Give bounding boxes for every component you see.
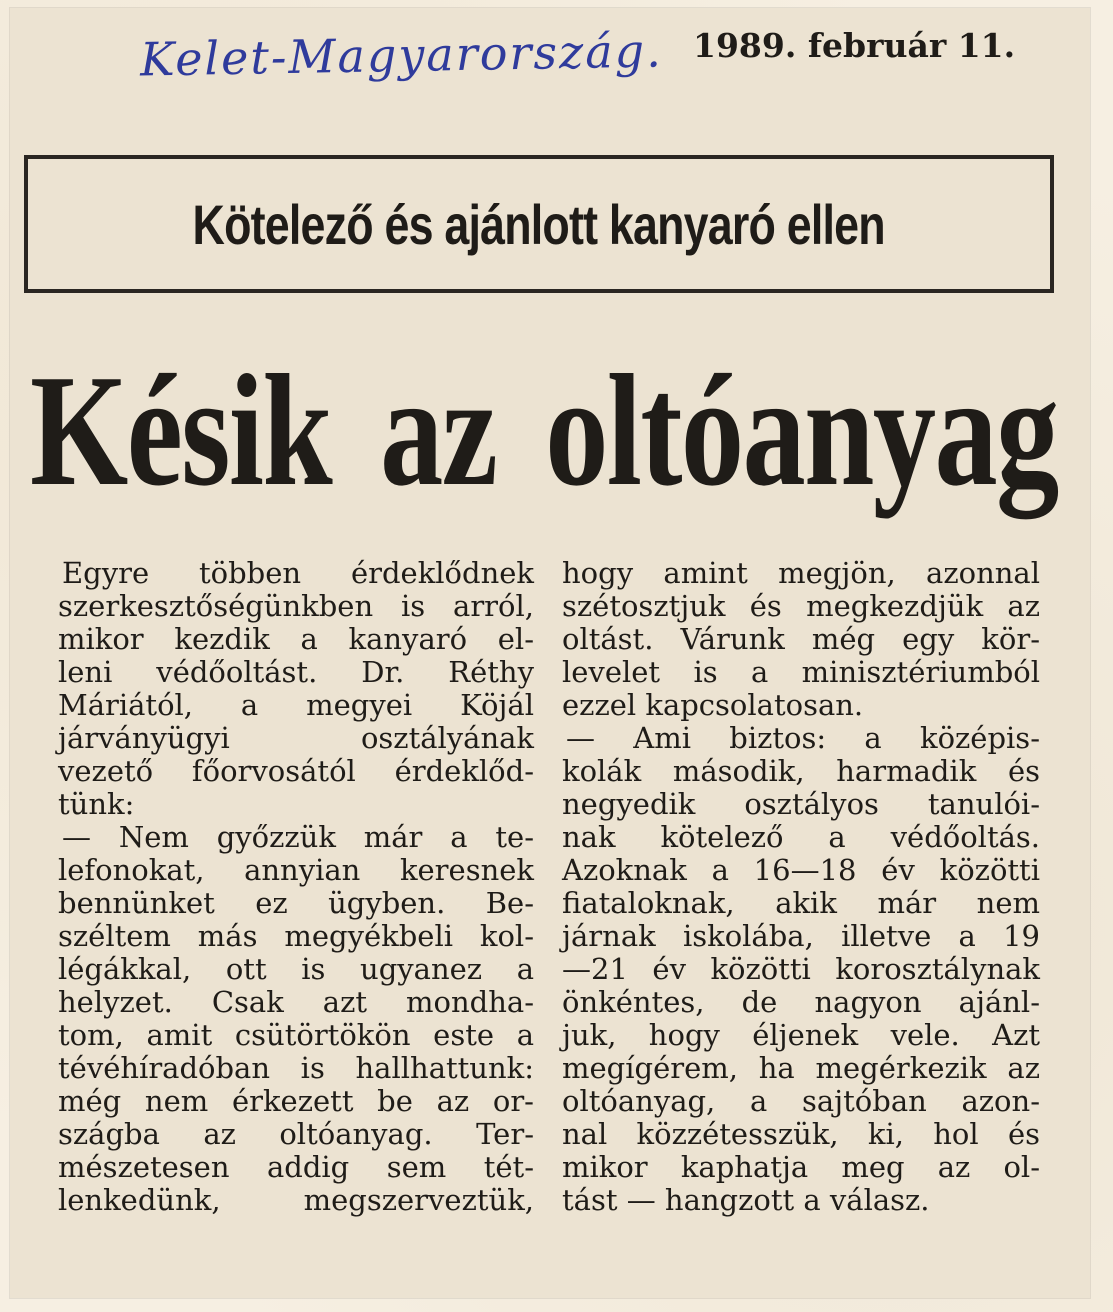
text-line: hogy amint megjön, azonnal bbox=[562, 556, 1040, 590]
text-line: vezető főorvosától érdeklőd- bbox=[58, 754, 534, 788]
text-line: — Nem győzzük már a te- bbox=[62, 820, 534, 854]
text-line: szágba az oltóanyag. Ter- bbox=[58, 1117, 534, 1151]
handwritten-source-note: Kelet-Magyarország. bbox=[139, 23, 664, 87]
text-line: nak kötelező a védőoltás. bbox=[562, 820, 1040, 854]
text-line: tást — hangzott a válasz. bbox=[562, 1183, 930, 1217]
text-line: mikor kezdik a kanyaró el- bbox=[58, 622, 534, 656]
text-line: lefonokat, annyian keresnek bbox=[58, 853, 534, 887]
text-line: járványügyi osztályának bbox=[58, 721, 534, 755]
text-line: mikor kaphatja meg az ol- bbox=[562, 1150, 1040, 1184]
text-line: széltem más megyékbeli kol- bbox=[58, 919, 534, 953]
text-line: bennünket ez ügyben. Be- bbox=[58, 886, 534, 920]
right-column bbox=[562, 557, 1040, 1217]
text-line: légákkal, ott is ugyanez a bbox=[58, 952, 534, 986]
text-line: szerkesztőségünkben is arról, bbox=[58, 589, 534, 623]
text-line: szétosztjuk és megkezdjük az bbox=[562, 589, 1040, 623]
kicker-title: Kötelező és ajánlott kanyaró ellen bbox=[192, 192, 886, 256]
text-line: Azoknak a 16—18 év közötti bbox=[562, 853, 1040, 887]
text-line: leni védőoltást. Dr. Réthy bbox=[58, 655, 534, 689]
text-line: önkéntes, de nagyon ajánl- bbox=[562, 985, 1040, 1019]
text-line: tünk: bbox=[58, 787, 135, 821]
text-line: oltást. Várunk még egy kör- bbox=[562, 622, 1040, 656]
headline: Késik az oltóanyag bbox=[30, 341, 1058, 519]
text-line: negyedik osztályos tanulói- bbox=[562, 787, 1040, 821]
left-column bbox=[58, 557, 534, 1217]
publication-date: 1989. február 11. bbox=[693, 26, 1016, 65]
text-line: járnak iskolába, illetve a 19 bbox=[562, 919, 1040, 953]
text-line: fiataloknak, akik már nem bbox=[562, 886, 1040, 920]
text-line: Egyre többen érdeklődnek bbox=[62, 556, 534, 590]
text-line: tom, amit csütörtökön este a bbox=[58, 1018, 534, 1052]
text-line: lenkedünk, megszerveztük, bbox=[58, 1183, 534, 1217]
text-line: —21 év közötti korosztálynak bbox=[562, 952, 1040, 986]
text-line: kolák második, harmadik és bbox=[562, 754, 1040, 788]
text-line: juk, hogy éljenek vele. Azt bbox=[562, 1018, 1040, 1052]
text-line: mészetesen addig sem tét- bbox=[58, 1150, 534, 1184]
text-line: tévéhíradóban is hallhattunk: bbox=[58, 1051, 534, 1085]
text-line: oltóanyag, a sajtóban azon- bbox=[562, 1084, 1040, 1118]
text-line: még nem érkezett be az or- bbox=[58, 1084, 534, 1118]
text-line: levelet is a minisztériumból bbox=[562, 655, 1040, 689]
text-line: megígérem, ha megérkezik az bbox=[562, 1051, 1040, 1085]
kicker-box bbox=[24, 155, 1054, 293]
text-line: helyzet. Csak azt mondha- bbox=[58, 985, 534, 1019]
text-line: Máriától, a megyei Köjál bbox=[58, 688, 534, 722]
text-line: nal közzétesszük, ki, hol és bbox=[562, 1117, 1040, 1151]
text-line: — Ami biztos: a középis- bbox=[566, 721, 1040, 755]
text-line: ezzel kapcsolatosan. bbox=[562, 688, 864, 722]
